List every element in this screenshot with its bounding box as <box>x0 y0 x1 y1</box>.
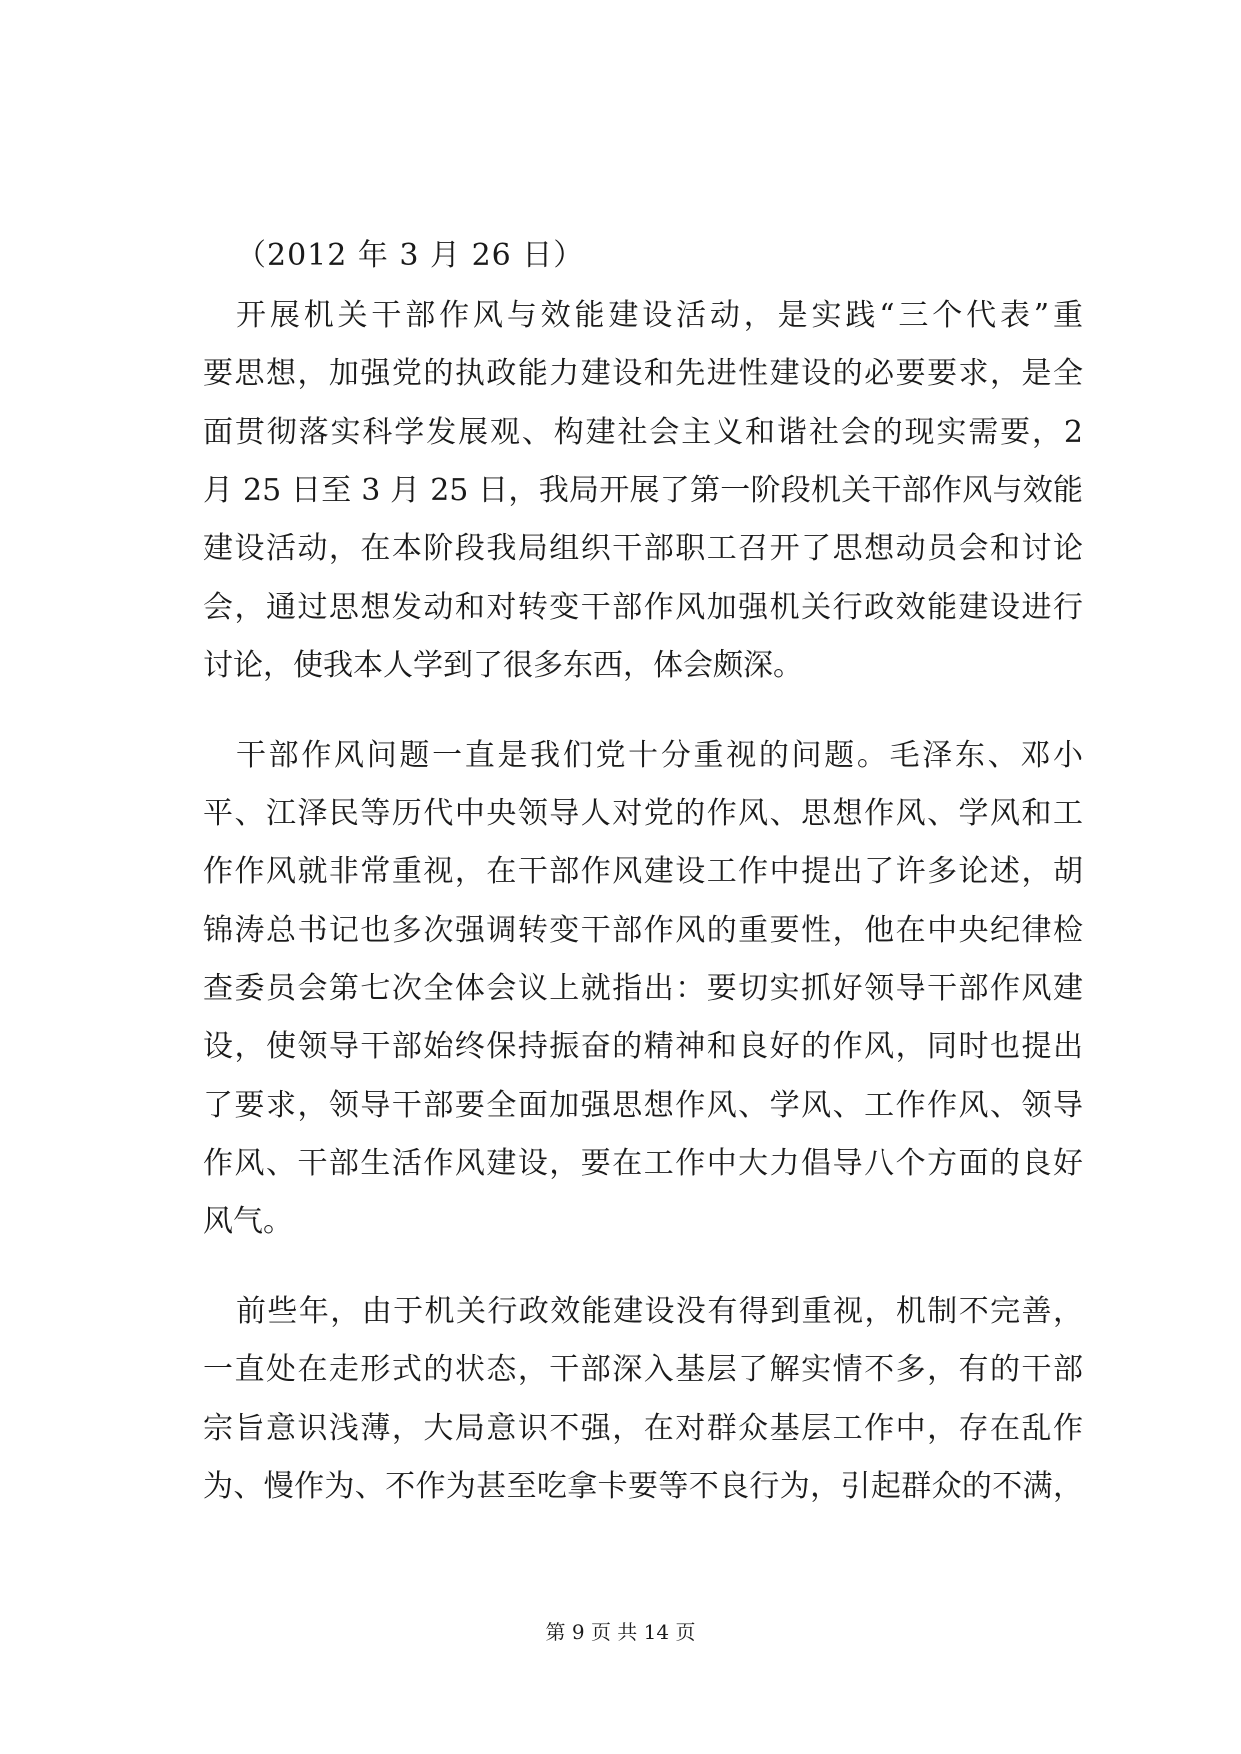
paragraph-1-line-5: 建设活动，在本阶段我局组织干部职工召开了思想动员会和讨论 <box>203 531 1083 566</box>
paragraph-2-line-4: 锦涛总书记也多次强调转变干部作风的重要性，他在中央纪律检 <box>203 913 1083 948</box>
paragraph-1-line-1: 开展机关干部作风与效能建设活动，是实践“三个代表”重 <box>236 298 1083 333</box>
paragraph-2-line-3: 作作风就非常重视，在干部作风建设工作中提出了许多论述，胡 <box>203 854 1083 889</box>
page-footer: 第 9 页 共 14 页 <box>545 1620 696 1644</box>
paragraph-1-line-3: 面贯彻落实科学发展观、构建社会主义和谐社会的现实需要，2 <box>203 415 1083 450</box>
paragraph-2-line-7: 了要求，领导干部要全面加强思想作风、学风、工作作风、领导 <box>203 1088 1083 1123</box>
paragraph-1-line-4: 月 25 日至 3 月 25 日，我局开展了第一阶段机关干部作风与效能 <box>203 473 1083 508</box>
paragraph-2-line-1: 干部作风问题一直是我们党十分重视的问题。毛泽东、邓小 <box>236 738 1083 773</box>
paragraph-1-line-2: 要思想，加强党的执政能力建设和先进性建设的必要要求，是全 <box>203 356 1083 391</box>
paragraph-2-line-5: 查委员会第七次全体会议上就指出：要切实抓好领导干部作风建 <box>203 971 1083 1006</box>
paragraph-3-line-1: 前些年，由于机关行政效能建设没有得到重视，机制不完善， <box>236 1294 1083 1329</box>
paragraph-2-line-2: 平、江泽民等历代中央领导人对党的作风、思想作风、学风和工 <box>203 796 1083 831</box>
paragraph-2-line-8: 作风、干部生活作风建设，要在工作中大力倡导八个方面的良好 <box>203 1146 1083 1181</box>
paragraph-2-line-6: 设，使领导干部始终保持振奋的精神和良好的作风，同时也提出 <box>203 1029 1083 1064</box>
paragraph-1-line-6: 会，通过思想发动和对转变干部作风加强机关行政效能建设进行 <box>203 590 1083 625</box>
paragraph-2-line-9: 风气。 <box>203 1204 293 1239</box>
paragraph-1-line-7: 讨论，使我本人学到了很多东西，体会颇深。 <box>203 648 803 683</box>
date-line: （2012 年 3 月 26 日） <box>236 238 585 273</box>
paragraph-3-line-4: 为、慢作为、不作为甚至吃拿卡要等不良行为，引起群众的不满， <box>203 1469 1083 1504</box>
paragraph-3-line-3: 宗旨意识浅薄，大局意识不强，在对群众基层工作中，存在乱作 <box>203 1411 1083 1446</box>
paragraph-3-line-2: 一直处在走形式的状态，干部深入基层了解实情不多，有的干部 <box>203 1352 1083 1387</box>
